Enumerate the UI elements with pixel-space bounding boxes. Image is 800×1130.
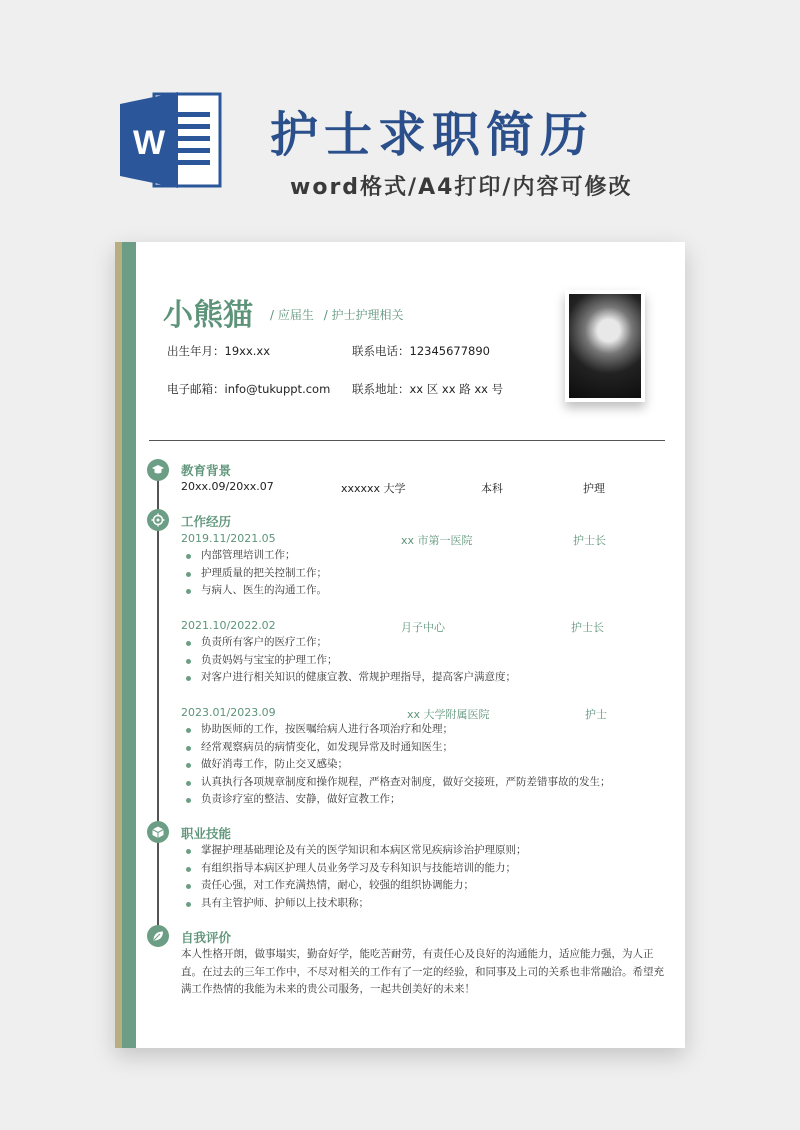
edu-school: xxxxxx 大学 [341, 482, 406, 495]
list-item: 护理质量的把关控制工作； [181, 565, 327, 583]
svg-text:W: W [132, 124, 166, 162]
side-bar-tan [115, 242, 122, 1048]
banner-title: 护士求职简历 [270, 107, 595, 163]
job-period: 2019.11/2021.05 [181, 532, 276, 545]
target-icon [147, 509, 169, 531]
list-item: 经常观察病员的病情变化，如发现异常及时通知医生； [181, 739, 611, 757]
section-title-education: 教育背景 [181, 463, 232, 478]
job-duties [181, 634, 516, 687]
edu-degree: 本科 [481, 482, 503, 495]
side-bar-green [122, 242, 136, 1048]
job-org: xx 大学附属医院 [407, 708, 490, 721]
job-period: 2023.01/2023.09 [181, 706, 276, 719]
info-address: 联系地址：xx 区 xx 路 xx 号 [352, 382, 504, 396]
graduation-cap-icon [147, 459, 169, 481]
job-period: 2021.10/2022.02 [181, 619, 276, 632]
list-item: 有组织指导本病区护理人员业务学习及专科知识与技能培训的能力； [181, 860, 527, 878]
candidate-name: 小熊猫 [163, 298, 253, 333]
tag-status: / 应届生 [270, 308, 314, 322]
info-phone: 联系电话：12345677890 [352, 344, 490, 358]
job-org: 月子中心 [401, 621, 445, 634]
edu-major: 护理 [583, 482, 605, 495]
banner-subtitle: word格式/A4打印/内容可修改 [290, 175, 633, 200]
section-title-skills: 职业技能 [181, 826, 232, 841]
leaf-icon [147, 925, 169, 947]
job-role: 护士长 [573, 534, 606, 547]
list-item: 对客户进行相关知识的健康宣教、常规护理指导，提高客户满意度； [181, 669, 516, 687]
header-divider [149, 440, 665, 441]
resume-page [115, 242, 685, 1048]
self-evaluation-text: 本人性格开朗，做事塌实，勤奋好学，能吃苦耐劳，有责任心及良好的沟通能力，适应能力强，为人正直。在过去的三年工作中，不尽对相关的工作有了一定的经验，和同事及上司的关系也非常融洽。希望充满工作热情的我能为未来的贵公司服务，一起共创美好的未来！ [181, 948, 664, 995]
candidate-tags [270, 306, 410, 323]
list-item: 责任心强，对工作充满热情，耐心，较强的组织协调能力； [181, 877, 527, 895]
list-item: 掌握护理基础理论及有关的医学知识和本病区常见疾病诊治护理原则； [181, 842, 527, 860]
timeline-line [157, 470, 159, 945]
job-role: 护士长 [571, 621, 604, 634]
list-item: 内部管理培训工作； [181, 547, 327, 565]
job-duties [181, 547, 327, 600]
info-birth: 出生年月：19xx.xx [167, 344, 271, 358]
profile-photo [565, 290, 645, 402]
list-item: 负责妈妈与宝宝的护理工作； [181, 652, 516, 670]
list-item: 负责诊疗室的整洁、安静，做好宣教工作； [181, 791, 611, 809]
skills-list [181, 842, 527, 912]
list-item: 做好消毒工作，防止交叉感染； [181, 756, 611, 774]
cube-icon [147, 821, 169, 843]
word-icon [118, 86, 226, 194]
list-item: 具有主管护师、护师以上技术职称； [181, 895, 527, 913]
job-org: xx 市第一医院 [401, 534, 473, 547]
list-item: 负责所有客户的医疗工作； [181, 634, 516, 652]
info-email: 电子邮箱：info@tukuppt.com [167, 382, 331, 396]
job-duties [181, 721, 611, 809]
list-item: 认真执行各项规章制度和操作规程，严格查对制度，做好交接班，严防差错事故的发生； [181, 774, 611, 792]
list-item: 与病人、医生的沟通工作。 [181, 582, 327, 600]
section-title-work: 工作经历 [181, 514, 232, 529]
edu-period: 20xx.09/20xx.07 [181, 480, 274, 493]
section-title-self: 自我评价 [181, 930, 232, 945]
tag-field: / 护士护理相关 [323, 308, 404, 322]
list-item: 协助医师的工作，按医嘱给病人进行各项治疗和处理； [181, 721, 611, 739]
job-role: 护士 [585, 708, 607, 721]
